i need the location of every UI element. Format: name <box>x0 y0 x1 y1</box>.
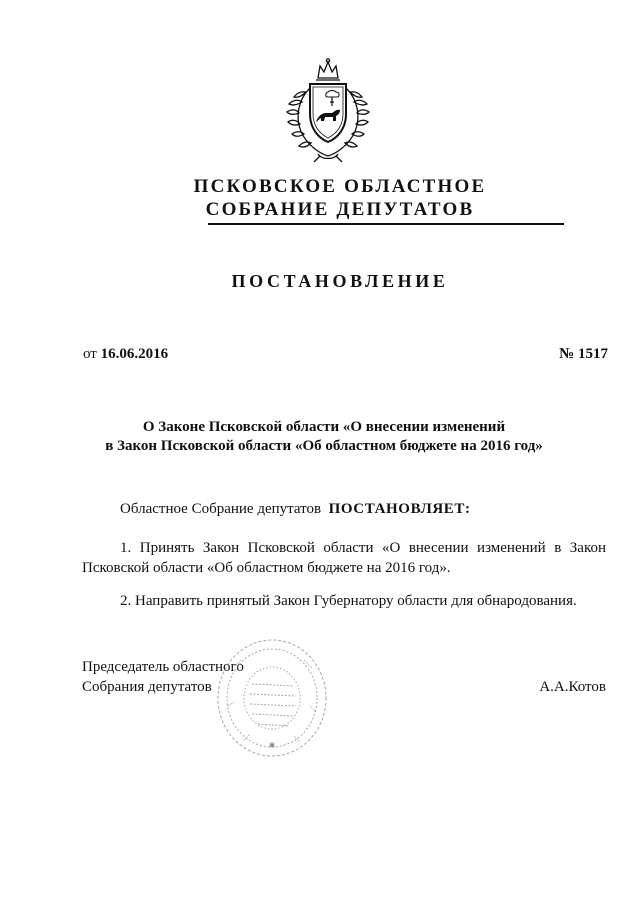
header-rule <box>208 223 564 225</box>
document-number: № 1517 <box>559 346 608 362</box>
document-title-line1: О Законе Псковской области «О внесении изменений <box>142 419 506 435</box>
document-date <box>83 346 168 363</box>
date-value: 16.06.2016 <box>100 346 169 362</box>
round-seal-stamp <box>214 636 330 760</box>
document-type-heading: ПОСТАНОВЛЕНИЕ <box>231 271 449 291</box>
date-prefix: от <box>83 346 97 362</box>
signatory-position-line1: Председатель областного <box>82 659 244 675</box>
intro-text: Областное Собрание депутатов <box>120 501 322 517</box>
svg-text:✱: ✱ <box>268 741 276 750</box>
resolution-item-2: 2. Направить принятый Закон Губернатору области для обнародования. <box>120 593 577 609</box>
coat-of-arms-icon <box>280 58 376 164</box>
organization-name-line2: СОБРАНИЕ ДЕПУТАТОВ <box>205 199 475 220</box>
signatory-position-line2: Собрания депутатов <box>82 679 212 695</box>
resolution-item-1: 1. Принять Закон Псковской области «О внесении изменений в Закон Псковской области «Об областном бюджете на 2016 год». <box>82 540 606 576</box>
resolution-intro <box>120 501 471 518</box>
document-title-line2: в Закон Псковской области «Об областном бюджете на 2016 год» <box>105 438 543 454</box>
signatory-name: А.А.Котов <box>539 679 606 695</box>
intro-resolves: ПОСТАНОВЛЯЕТ: <box>328 501 471 517</box>
organization-name-line1: ПСКОВСКОЕ ОБЛАСТНОЕ <box>193 176 487 197</box>
